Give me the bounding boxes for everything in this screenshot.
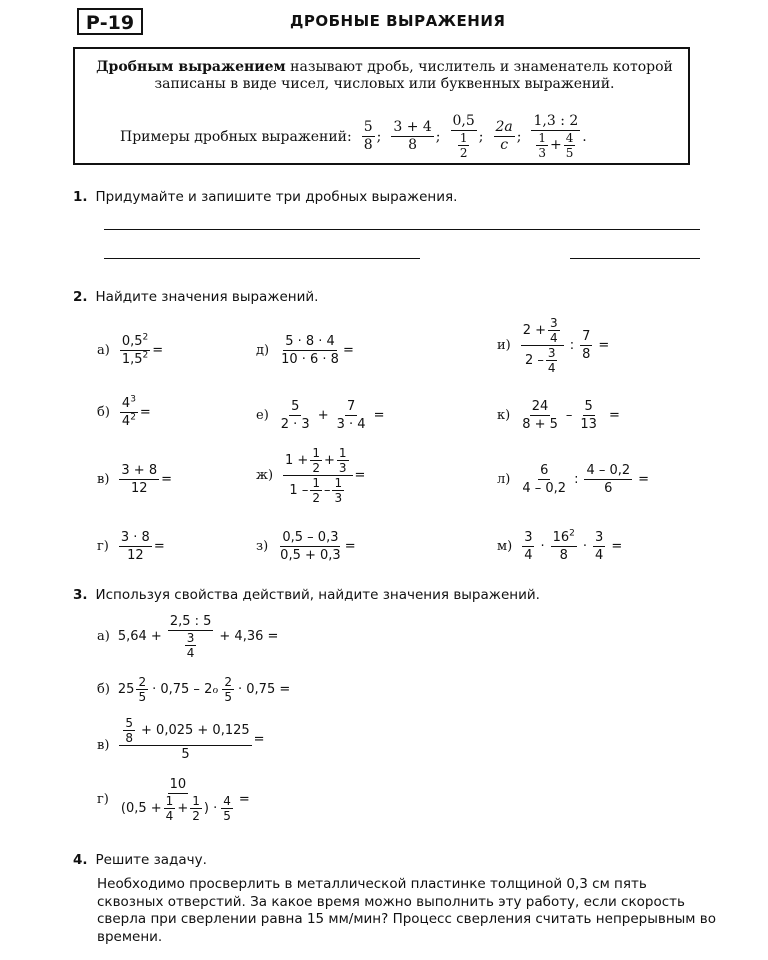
example-fraction-2: $\frac{3 + 4}{8}$ [393,119,432,153]
definition-text [92,59,677,93]
page-title: ДРОБНЫЕ ВЫРАЖЕНИЯ [290,12,506,30]
task4-problem: Необходимо просверлить в металлической пластинке толщиной 0,3 см пять сквозных отверстий. За какое время можно выполнить эту работу, если скорость сверла при сверлении равна 15 мм/мин? Процесс сверления считать непрерывным во времени. [97,876,717,945]
examples-label: Примеры дробных выражений: [120,128,352,145]
task2-item-z: з) $\frac{0,5 - 0,3}{0,5 + 0,3}$ = [256,530,356,563]
examples-row: Примеры дробных выражений: $\frac{5}{8}$ ; $\frac{3 + 4}{8}$ ; $\frac{0,5}{\frac{1}{2}}$ ; $\frac{2a}{c}$ ; 1,3 : 2 $\frac{1}{3}$ + $\frac{4}{5}$ . [120,113,587,160]
example-fraction-5: 1,3 : 2 $\frac{1}{3}$ + $\frac{4}{5}$ [533,113,579,160]
answer-line-2[interactable] [104,258,420,259]
task2-item-g: г) $\frac{3 \cdot 8}{12}$ = [97,530,165,563]
task-2: 2. Найдите значения выражений. [73,289,319,305]
task2-item-b: б) $\frac{4^3}{4^2}$ = [97,394,151,429]
task2-item-i: и) 2 + $\frac{3}{4}$ 2 – $\frac{3}{4}$ : $\frac{7}{8}$ = [497,316,610,375]
task2-item-v: в) $\frac{3 + 8}{12}$ = [97,463,172,496]
task3-item-a: а) 5,64 + $\frac{2,5 : 5}{\frac{3}{4}}$ + 4,36 = [97,614,279,660]
task-1: 1. Придумайте и запишите три дробных выражения. [73,189,458,205]
example-fraction-1: $\frac{5}{8}$ [363,119,373,153]
task2-item-l: л) $\frac{6}{4 - 0,2}$ : $\frac{4 - 0,2}{6}$ = [497,463,650,496]
answer-line-3[interactable] [570,258,700,259]
answer-line-1[interactable] [104,229,700,230]
example-fraction-3: $\frac{0,5}{\frac{1}{2}}$ [452,113,475,160]
task2-item-zh: ж) 1 + $\frac{1}{2}$ + $\frac{1}{3}$ 1 – $\frac{1}{2}$ – $\frac{1}{3}$ = [256,446,366,505]
task3-item-v: в) $\frac{5}{8}$ + 0,025 + 0,125 5 = [97,716,265,762]
example-fraction-4: $\frac{2a}{c}$ [495,119,513,153]
task3-item-b: б) 25 $\frac{2}{5}$ · 0,75 – 2ℴ $\frac{2}{5}$ · 0,75 = [97,675,291,704]
task2-item-m: м) $\frac{3}{4}$ · $\frac{16^2}{8}$ · $\frac{3}{4}$ = [497,528,623,563]
definition-term: Дробным выражением [96,59,286,75]
task-3: 3. Используя свойства действий, найдите значения выражений. [73,587,540,603]
task-4: 4. Решите задачу. [73,852,207,868]
task2-item-k: к) $\frac{24}{8 + 5}$ – $\frac{5}{13}$ = [497,399,620,432]
definition-body: называют дробь, числитель и знаменатель которой записаны в виде чисел, числовых или буквенных выражений. [154,59,673,92]
task3-item-g: г) 10 (0,5 + $\frac{1}{4}$ + $\frac{1}{2}$ ) · $\frac{4}{5}$ = [97,777,250,823]
task2-item-d: д) $\frac{5 \cdot 8 \cdot 4}{10 \cdot 6 \cdot 8}$ = [256,334,354,367]
task2-item-e: е) $\frac{5}{2 \cdot 3}$ + $\frac{7}{3 \cdot 4}$ = [256,399,385,432]
worksheet-code: Р-19 [77,8,143,35]
task2-item-a: а) $\frac{0,5^2}{1,5^2}$ = [97,332,164,367]
